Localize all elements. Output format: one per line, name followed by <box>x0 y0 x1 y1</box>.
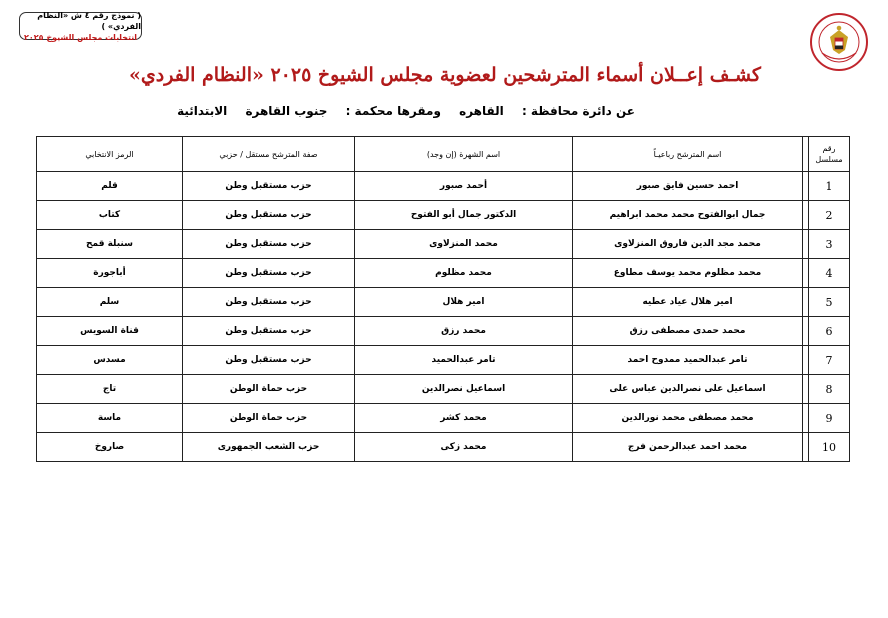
candidate-capacity-cell: حزب مستقبل وطن <box>183 317 355 346</box>
election-symbol-cell: قلم <box>37 172 183 201</box>
header-spacer <box>803 137 809 172</box>
election-symbol-cell: كتاب <box>37 201 183 230</box>
candidate-capacity-cell: حزب مستقبل وطن <box>183 172 355 201</box>
known-name-cell: الدكتور جمال أبو الفتوح <box>355 201 573 230</box>
serial-number-cell: 7 <box>809 346 850 375</box>
district-value: القاهره <box>459 104 504 118</box>
candidate-name-cell: تامر عبدالحميد ممدوح احمد <box>573 346 803 375</box>
known-name-cell: امير هلال <box>355 288 573 317</box>
table-row <box>37 288 850 317</box>
candidate-capacity-cell: حزب مستقبل وطن <box>183 288 355 317</box>
election-label: انتخابات مجلس الشيوخ ٢٠٢٥ <box>24 32 137 42</box>
header-candidate-name: اسم المترشح رباعيـاً <box>573 137 803 172</box>
known-name-cell: محمد كشر <box>355 404 573 433</box>
known-name-cell: محمد مظلوم <box>355 259 573 288</box>
candidate-name-cell: احمد حسين فايق صبور <box>573 172 803 201</box>
election-symbol-cell: قناة السويس <box>37 317 183 346</box>
candidate-name-cell: محمد حمدى مصطفى رزق <box>573 317 803 346</box>
spacer-cell <box>803 317 809 346</box>
table-row <box>37 346 850 375</box>
header-known-name: اسم الشهرة (إن وجد) <box>355 137 573 172</box>
page-title: كشـف إعــلان أسماء المترشحين لعضوية مجلس الشيوخ ٢٠٢٥ «النظام الفردي» <box>129 64 761 86</box>
header-candidate-capacity: صفة المترشح مستقل / حزبي <box>183 137 355 172</box>
known-name-cell: محمد المنزلاوى <box>355 230 573 259</box>
spacer-cell <box>803 346 809 375</box>
election-symbol-cell: سنبلة قمح <box>37 230 183 259</box>
candidate-name-cell: محمد مجد الدين فاروق المنزلاوى <box>573 230 803 259</box>
serial-number-cell: 6 <box>809 317 850 346</box>
table-row <box>37 259 850 288</box>
header-serial-number: رقم مسلسل <box>809 137 850 172</box>
district-line <box>177 104 635 118</box>
spacer-cell <box>803 259 809 288</box>
serial-number-cell: 8 <box>809 375 850 404</box>
serial-number-cell: 9 <box>809 404 850 433</box>
candidate-name-cell: جمال ابوالفتوح محمد محمد ابراهيم <box>573 201 803 230</box>
election-symbol-cell: ماسة <box>37 404 183 433</box>
spacer-cell <box>803 404 809 433</box>
candidate-name-cell: محمد احمد عبدالرحمن فرج <box>573 433 803 462</box>
court-label: ومقرها محكمة : <box>345 104 441 118</box>
spacer-cell <box>803 201 809 230</box>
candidate-capacity-cell: حزب الشعب الجمهورى <box>183 433 355 462</box>
election-symbol-cell: صاروخ <box>37 433 183 462</box>
spacer-cell <box>803 172 809 201</box>
known-name-cell: اسماعيل نصرالدين <box>355 375 573 404</box>
candidate-capacity-cell: حزب مستقبل وطن <box>183 201 355 230</box>
candidate-name-cell: اسماعيل على نصرالدين عباس على <box>573 375 803 404</box>
known-name-cell: محمد زكى <box>355 433 573 462</box>
spacer-cell <box>803 375 809 404</box>
table-header-row <box>37 137 850 172</box>
table-row <box>37 230 850 259</box>
known-name-cell: محمد رزق <box>355 317 573 346</box>
serial-number-cell: 2 <box>809 201 850 230</box>
court-level: الابتدائية <box>177 104 228 118</box>
form-number-box <box>19 12 142 40</box>
court-value: جنوب القاهرة <box>245 104 328 118</box>
serial-number-cell: 1 <box>809 172 850 201</box>
serial-number-cell: 5 <box>809 288 850 317</box>
district-label: عن دائرة محافظة : <box>521 104 635 118</box>
candidate-capacity-cell: حزب مستقبل وطن <box>183 230 355 259</box>
election-symbol-cell: سلم <box>37 288 183 317</box>
candidates-table <box>36 136 850 462</box>
spacer-cell <box>803 433 809 462</box>
candidate-capacity-cell: حزب مستقبل وطن <box>183 259 355 288</box>
election-symbol-cell: تاج <box>37 375 183 404</box>
spacer-cell <box>803 288 809 317</box>
table-row <box>37 317 850 346</box>
form-number-label: ( نموذج رقم ٤ ش «النظام الفردي» ) <box>37 10 141 31</box>
table-row <box>37 404 850 433</box>
table-row <box>37 375 850 404</box>
election-symbol-cell: أباجورة <box>37 259 183 288</box>
candidate-name-cell: محمد مظلوم محمد يوسف مطاوع <box>573 259 803 288</box>
table-row <box>37 172 850 201</box>
candidate-capacity-cell: حزب حماة الوطن <box>183 404 355 433</box>
known-name-cell: تامر عبدالحميد <box>355 346 573 375</box>
serial-number-cell: 3 <box>809 230 850 259</box>
candidate-capacity-cell: حزب مستقبل وطن <box>183 346 355 375</box>
known-name-cell: أحمد صبور <box>355 172 573 201</box>
serial-number-cell: 4 <box>809 259 850 288</box>
election-symbol-cell: مسدس <box>37 346 183 375</box>
candidate-name-cell: امير هلال عياد عطيه <box>573 288 803 317</box>
serial-number-cell: 10 <box>809 433 850 462</box>
table-row <box>37 201 850 230</box>
table-row <box>37 433 850 462</box>
header-election-symbol: الرمز الانتخابي <box>37 137 183 172</box>
spacer-cell <box>803 230 809 259</box>
candidate-name-cell: محمد مصطفى محمد نورالدين <box>573 404 803 433</box>
election-authority-logo <box>810 13 868 71</box>
candidate-capacity-cell: حزب حماة الوطن <box>183 375 355 404</box>
